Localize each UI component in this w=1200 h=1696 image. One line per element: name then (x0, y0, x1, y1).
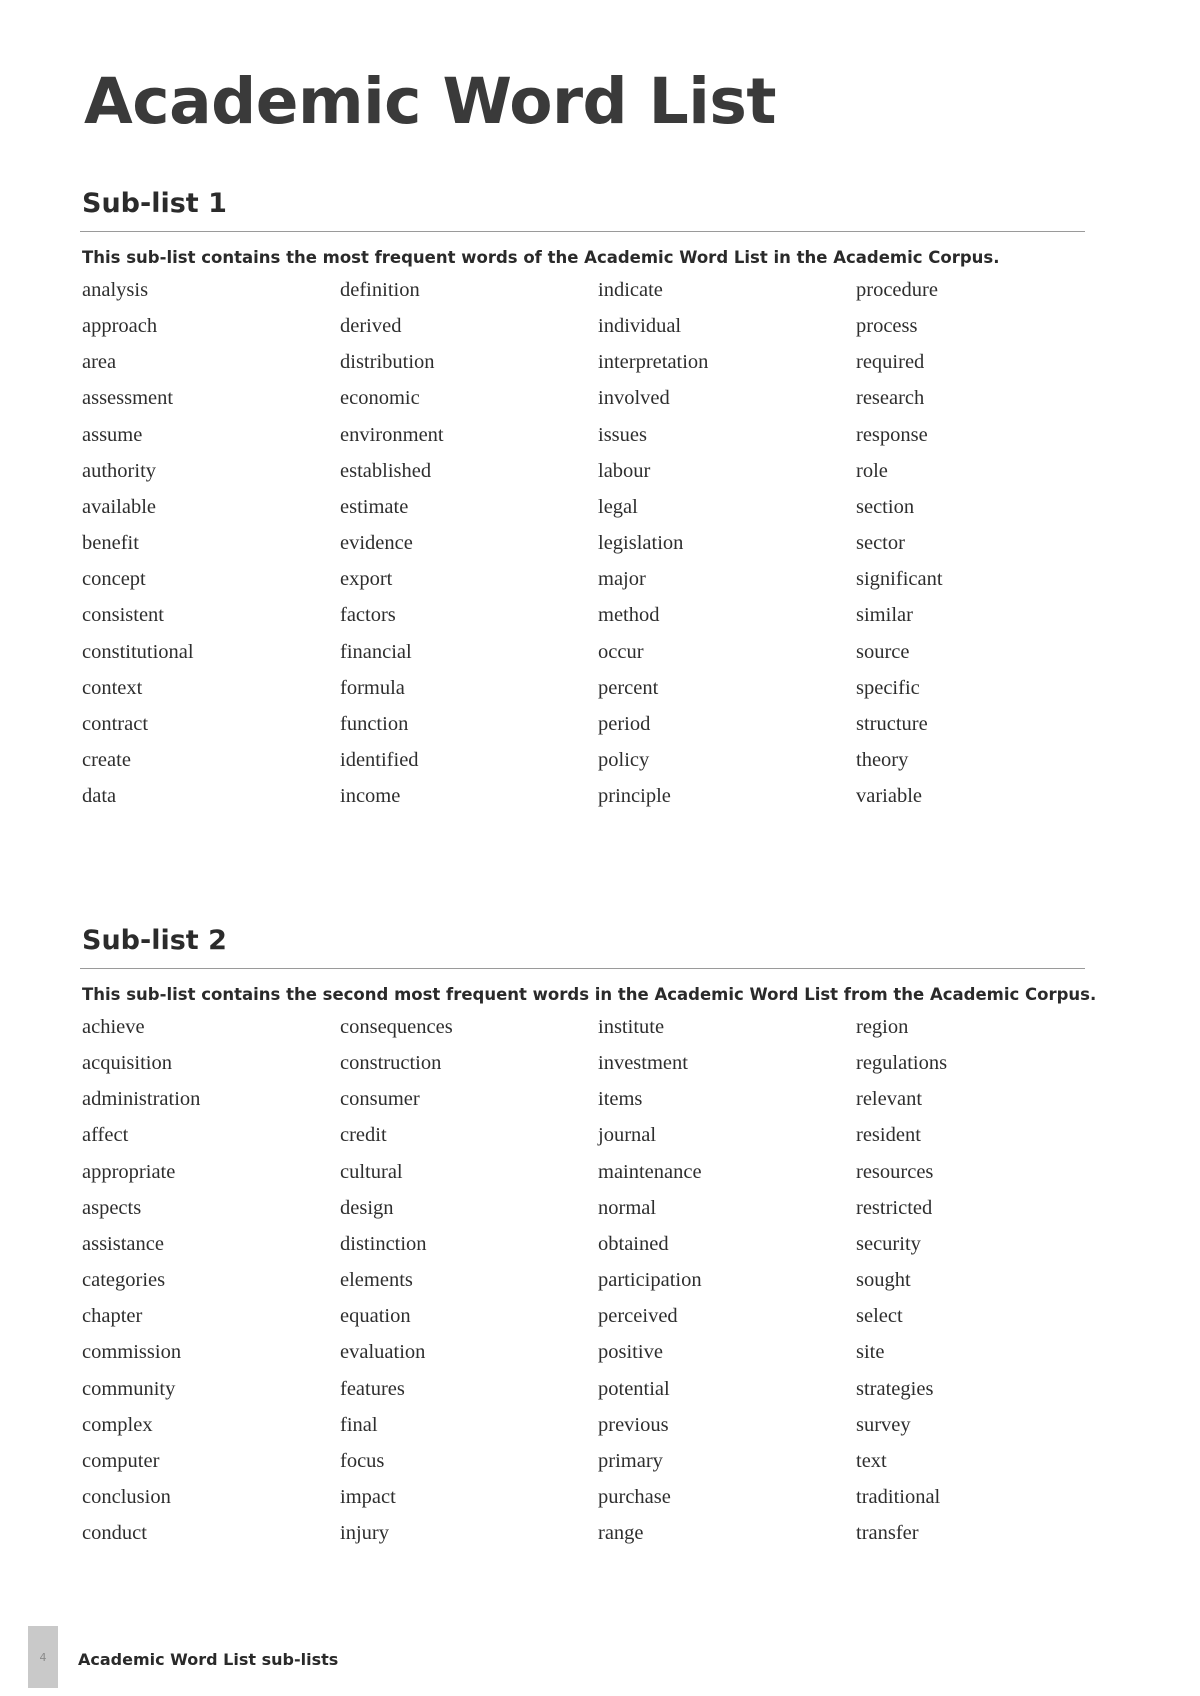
word-item: appropriate (82, 1160, 176, 1183)
word-item: legislation (598, 532, 684, 555)
word-item: assume (82, 423, 143, 446)
word-item: structure (856, 713, 928, 736)
word-item: potential (598, 1377, 670, 1400)
word-item: assessment (82, 387, 174, 410)
word-item: consistent (82, 604, 164, 627)
word-item: conclusion (82, 1486, 171, 1509)
word-item: concept (82, 568, 146, 591)
sublist-2-section (80, 925, 1097, 1560)
word-item: economic (340, 387, 420, 410)
word-item: institute (598, 1015, 665, 1038)
word-item: principle (598, 785, 671, 808)
word-item: significant (856, 568, 943, 591)
word-item: resources (856, 1160, 934, 1183)
word-item: constitutional (82, 640, 194, 663)
word-item: variable (856, 785, 923, 808)
word-item: region (856, 1015, 909, 1038)
word-item: major (598, 568, 646, 591)
word-item: equation (340, 1305, 411, 1328)
word-item: method (598, 604, 660, 627)
sublist-2-word-grid (80, 1017, 1085, 1560)
word-item: established (340, 459, 432, 482)
word-item: occur (598, 640, 644, 663)
word-item: design (340, 1196, 394, 1219)
word-item: contract (82, 713, 149, 736)
word-item: maintenance (598, 1160, 702, 1183)
word-item: participation (598, 1269, 702, 1292)
word-item: area (82, 351, 117, 374)
word-item: achieve (82, 1015, 145, 1038)
word-item: items (598, 1088, 643, 1111)
word-item: relevant (856, 1088, 923, 1111)
word-item: text (856, 1450, 887, 1473)
word-item: context (82, 676, 143, 699)
word-item: individual (598, 314, 682, 337)
word-item: perceived (598, 1305, 678, 1328)
word-item: required (856, 351, 925, 374)
word-item: percent (598, 676, 659, 699)
word-item: consumer (340, 1088, 420, 1111)
word-item: period (598, 713, 651, 736)
word-item: security (856, 1232, 921, 1255)
word-item: approach (82, 314, 158, 337)
word-item: available (82, 495, 156, 518)
word-item: benefit (82, 532, 139, 555)
word-item: strategies (856, 1377, 934, 1400)
word-item: journal (598, 1124, 657, 1147)
word-item: identified (340, 749, 419, 772)
sublist-1-heading: Sub-list 1 (82, 188, 227, 219)
word-item: survey (856, 1413, 911, 1436)
word-item: source (856, 640, 910, 663)
word-item: affect (82, 1124, 129, 1147)
word-item: features (340, 1377, 405, 1400)
word-item: formula (340, 676, 405, 699)
word-item: resident (856, 1124, 921, 1147)
word-item: complex (82, 1413, 153, 1436)
word-item: commission (82, 1341, 182, 1364)
word-item: evaluation (340, 1341, 426, 1364)
word-item: function (340, 713, 409, 736)
word-item: specific (856, 676, 920, 699)
word-item: legal (598, 495, 638, 518)
word-item: categories (82, 1269, 166, 1292)
word-item: investment (598, 1051, 688, 1074)
word-item: financial (340, 640, 412, 663)
word-item: restricted (856, 1196, 933, 1219)
sublist-1-section (80, 190, 1085, 823)
word-item: derived (340, 314, 402, 337)
word-item: elements (340, 1269, 413, 1292)
word-item: export (340, 568, 393, 591)
footer-label: Academic Word List sub-lists (78, 1650, 339, 1669)
word-item: create (82, 749, 131, 772)
word-item: conduct (82, 1522, 147, 1545)
word-item: section (856, 495, 915, 518)
word-item: policy (598, 749, 650, 772)
word-item: theory (856, 749, 909, 772)
word-item: assistance (82, 1232, 164, 1255)
word-item: data (82, 785, 117, 808)
word-item: injury (340, 1522, 389, 1545)
word-item: purchase (598, 1486, 671, 1509)
word-item: evidence (340, 532, 413, 555)
word-item: site (856, 1341, 885, 1364)
word-item: credit (340, 1124, 387, 1147)
word-item: research (856, 387, 925, 410)
word-item: focus (340, 1450, 385, 1473)
word-item: final (340, 1413, 378, 1436)
word-item: involved (598, 387, 670, 410)
word-item: estimate (340, 495, 409, 518)
word-item: authority (82, 459, 157, 482)
sublist-2-heading: Sub-list 2 (82, 925, 227, 956)
word-item: sector (856, 532, 905, 555)
word-item: factors (340, 604, 396, 627)
word-item: impact (340, 1486, 396, 1509)
word-item: traditional (856, 1486, 941, 1509)
word-item: indicate (598, 278, 663, 301)
word-item: administration (82, 1088, 201, 1111)
word-item: sought (856, 1269, 911, 1292)
word-item: community (82, 1377, 176, 1400)
word-item: environment (340, 423, 444, 446)
page-number-tab: 4 (28, 1626, 58, 1688)
word-item: similar (856, 604, 913, 627)
sublist-1-intro: This sub-list contains the most frequent words of the Academic Word List in the Academic Corpus. (82, 248, 1000, 267)
word-item: analysis (82, 278, 149, 301)
page-title: Academic Word List (84, 65, 776, 138)
word-item: primary (598, 1450, 663, 1473)
word-item: issues (598, 423, 647, 446)
word-item: process (856, 314, 918, 337)
word-item: cultural (340, 1160, 403, 1183)
word-item: previous (598, 1413, 669, 1436)
sublist-2-divider (80, 968, 1085, 969)
word-item: aspects (82, 1196, 142, 1219)
word-item: construction (340, 1051, 442, 1074)
sublist-1-divider (80, 231, 1085, 232)
word-item: distribution (340, 351, 435, 374)
word-item: obtained (598, 1232, 669, 1255)
word-item: normal (598, 1196, 657, 1219)
word-item: transfer (856, 1522, 919, 1545)
word-item: range (598, 1522, 644, 1545)
word-item: role (856, 459, 888, 482)
word-item: acquisition (82, 1051, 172, 1074)
word-item: response (856, 423, 928, 446)
word-item: positive (598, 1341, 663, 1364)
word-item: procedure (856, 278, 938, 301)
word-item: regulations (856, 1051, 948, 1074)
word-item: interpretation (598, 351, 709, 374)
word-item: distinction (340, 1232, 427, 1255)
word-item: labour (598, 459, 651, 482)
page-footer (28, 1626, 628, 1688)
word-item: definition (340, 278, 420, 301)
word-item: chapter (82, 1305, 143, 1328)
sublist-1-word-grid (80, 280, 1085, 823)
word-item: consequences (340, 1015, 453, 1038)
word-item: computer (82, 1450, 160, 1473)
word-item: income (340, 785, 401, 808)
sublist-2-intro: This sub-list contains the second most frequent words in the Academic Word List from the Academic Corpus. (82, 985, 1097, 1004)
word-item: select (856, 1305, 903, 1328)
